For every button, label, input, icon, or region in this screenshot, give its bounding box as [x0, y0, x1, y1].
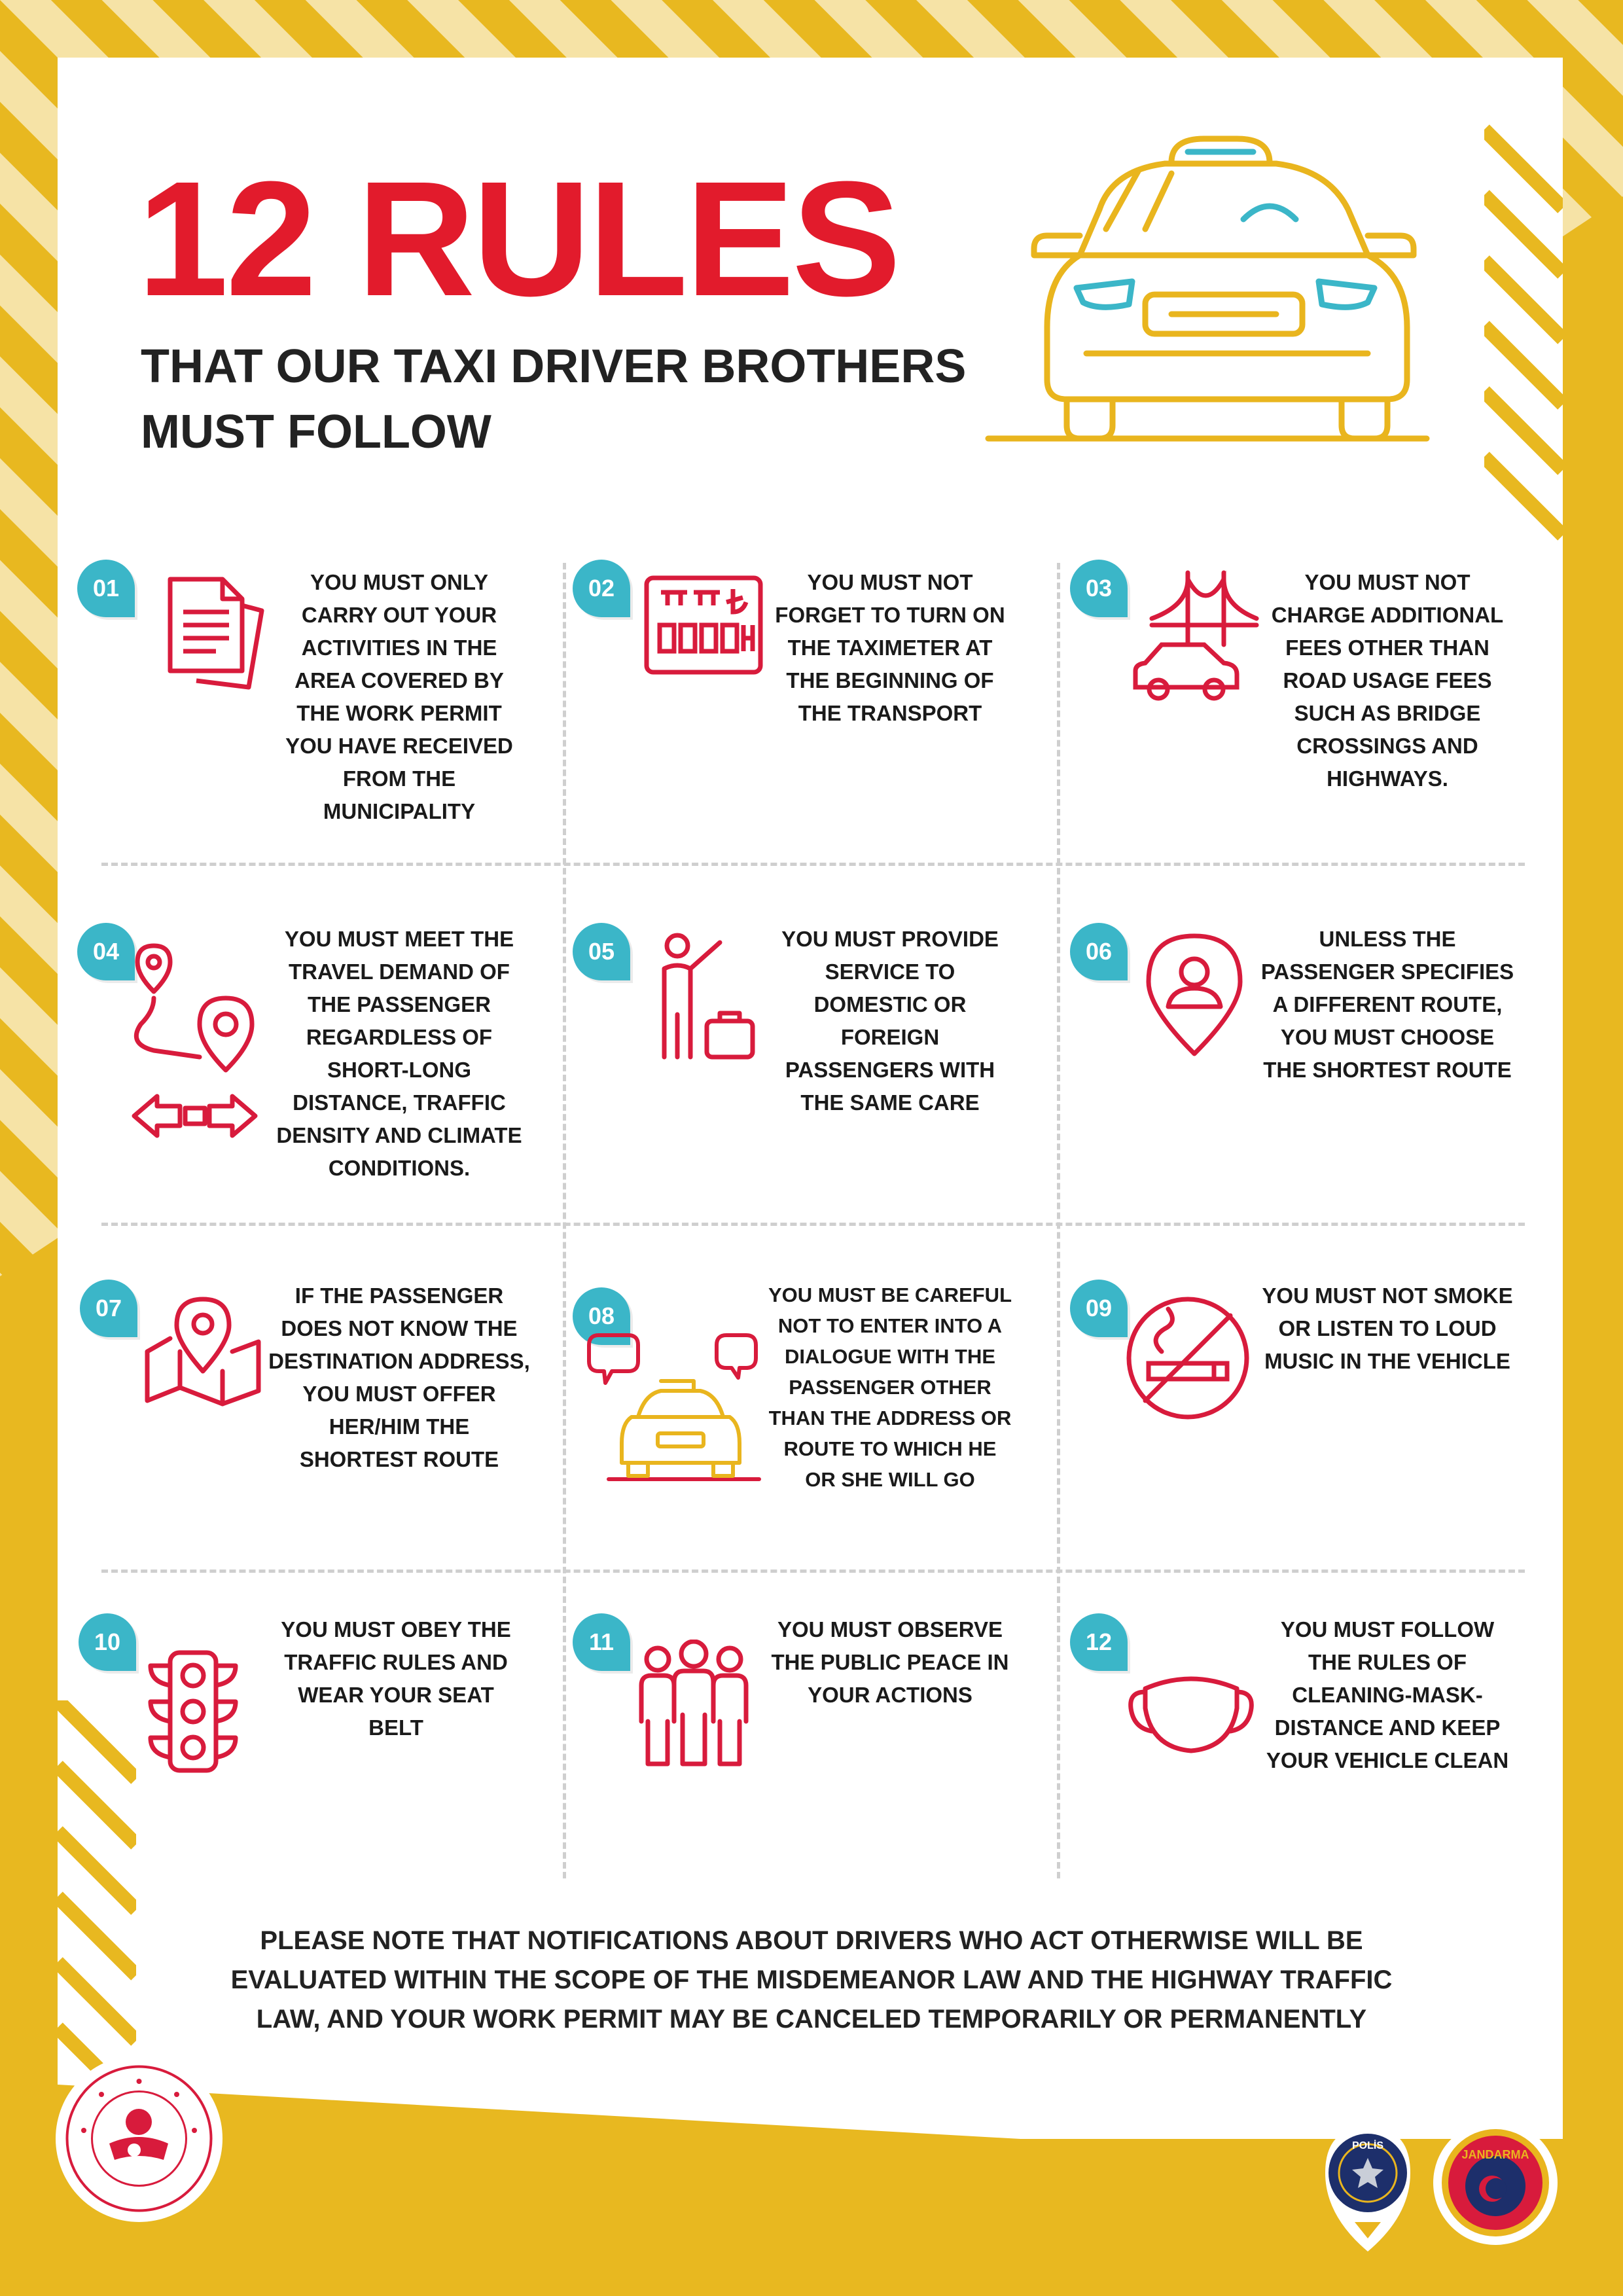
- rule-item-04: [59, 923, 554, 1276]
- stripe-band-top: [1484, 103, 1563, 562]
- rule-number-badge: 02: [573, 560, 630, 617]
- rule-number-badge: 03: [1070, 560, 1128, 617]
- rule-number-badge: 08: [573, 1287, 630, 1345]
- rule-item-02: [556, 560, 1051, 913]
- rule-number-badge: 09: [1070, 1280, 1128, 1337]
- face-mask-icon: [1126, 1672, 1257, 1757]
- rule-number-badge: 01: [77, 560, 135, 617]
- rule-item-03: [1054, 560, 1548, 913]
- ministry-seal-icon: [56, 2055, 223, 2222]
- taximeter-icon: [641, 573, 766, 677]
- rule-item-01: [59, 560, 554, 913]
- police-logo-text: POLİS: [1351, 2140, 1384, 2151]
- rule-item-08: [556, 1280, 1051, 1633]
- footer-note: PLEASE NOTE THAT NOTIFICATIONS ABOUT DRIVERS WHO ACT OTHERWISE WILL BE EVALUATED WITHIN THE SCOPE OF THE MISDEMEANOR LAW AND THE HIGHWAY TRAFFIC LAW, AND YOUR WORK PERMIT MAY BE CANCELED TEMPORARILY OR PERMANENTLY: [230, 1926, 1393, 2034]
- people-group-icon: [632, 1640, 756, 1770]
- page-title: 12 RULES: [137, 147, 899, 330]
- rule-text: YOU MUST OBSERVE THE PUBLIC PEACE IN YOUR ACTIONS: [771, 1617, 1009, 1707]
- traffic-light-icon: [144, 1646, 242, 1777]
- gendarmerie-seal-icon: [1433, 2121, 1558, 2245]
- rule-number-badge: 06: [1070, 923, 1128, 980]
- rule-text: YOU MUST OBEY THE TRAFFIC RULES AND WEAR YOUR SEAT BELT: [281, 1617, 511, 1740]
- rule-item-06: [1054, 923, 1548, 1276]
- taxi-dialogue-icon: [582, 1332, 766, 1489]
- passenger-hail-icon: [648, 929, 759, 1060]
- rule-text: YOU MUST MEET THE TRAVEL DEMAND OF THE PASSENGER REGARDLESS OF SHORT-LONG DISTANCE, TRAFFIC DENSITY AND CLIMATE CONDITIONS.: [276, 927, 522, 1180]
- rule-item-07: [59, 1280, 554, 1633]
- gendarmerie-logo-text: JANDARMA: [1461, 2148, 1529, 2161]
- no-smoking-icon: [1122, 1293, 1253, 1424]
- rule-text: YOU MUST ONLY CARRY OUT YOUR ACTIVITIES IN THE AREA COVERED BY THE WORK PERMIT YOU HAVE RECEIVED FROM THE MUNICIPALITY: [285, 570, 513, 823]
- rule-number-badge: 12: [1070, 1613, 1128, 1671]
- rule-item-12: [1054, 1613, 1548, 1967]
- taxi-hero-icon: [982, 131, 1433, 452]
- rule-text: YOU MUST NOT SMOKE OR LISTEN TO LOUD MUSIC IN THE VEHICLE: [1262, 1283, 1513, 1373]
- documents-icon: [144, 573, 268, 691]
- rule-text: YOU MUST NOT CHARGE ADDITIONAL FEES OTHER THAN ROAD USAGE FEES SUCH AS BRIDGE CROSSINGS AND HIGHWAYS.: [1271, 570, 1504, 791]
- rule-number-badge: 05: [573, 923, 630, 980]
- rule-number-badge: 04: [77, 923, 135, 980]
- rule-text: YOU MUST NOT FORGET TO TURN ON THE TAXIMETER AT THE BEGINNING OF THE TRANSPORT: [775, 570, 1005, 725]
- rule-text: YOU MUST FOLLOW THE RULES OF CLEANING-MASK-DISTANCE AND KEEP YOUR VEHICLE CLEAN: [1266, 1617, 1509, 1772]
- rule-text: IF THE PASSENGER DOES NOT KNOW THE DESTINATION ADDRESS, YOU MUST OFFER HER/HIM THE SHORTEST ROUTE: [268, 1283, 530, 1471]
- rule-number-badge: 11: [573, 1613, 630, 1671]
- location-person-icon: [1142, 929, 1247, 1060]
- rule-item-05: [556, 923, 1051, 1276]
- map-pin-icon: [141, 1293, 265, 1410]
- route-distance-icon: [128, 939, 265, 1142]
- bridge-car-icon: [1126, 566, 1270, 704]
- ministry-emblem: [56, 2055, 223, 2222]
- rule-number-badge: 10: [79, 1613, 136, 1671]
- rule-number-badge: 07: [80, 1280, 137, 1337]
- page-subtitle: THAT OUR TAXI DRIVER BROTHERS MUST FOLLOW: [141, 340, 967, 458]
- rule-text: YOU MUST BE CAREFUL NOT TO ENTER INTO A DIALOGUE WITH THE PASSENGER OTHER THAN THE ADDRESS OR ROUTE TO WHICH HE OR SHE WILL GO: [768, 1283, 1012, 1491]
- rule-text: UNLESS THE PASSENGER SPECIFIES A DIFFERENT ROUTE, YOU MUST CHOOSE THE SHORTEST ROUTE: [1260, 927, 1514, 1082]
- gendarmerie-emblem: [1433, 2121, 1558, 2245]
- police-badge-icon: [1319, 2124, 1417, 2255]
- rule-item-11: [556, 1613, 1051, 1967]
- rule-item-10: [59, 1613, 554, 1967]
- rule-item-09: [1054, 1280, 1548, 1633]
- rule-text: YOU MUST PROVIDE SERVICE TO DOMESTIC OR FOREIGN PASSENGERS WITH THE SAME CARE: [781, 927, 999, 1115]
